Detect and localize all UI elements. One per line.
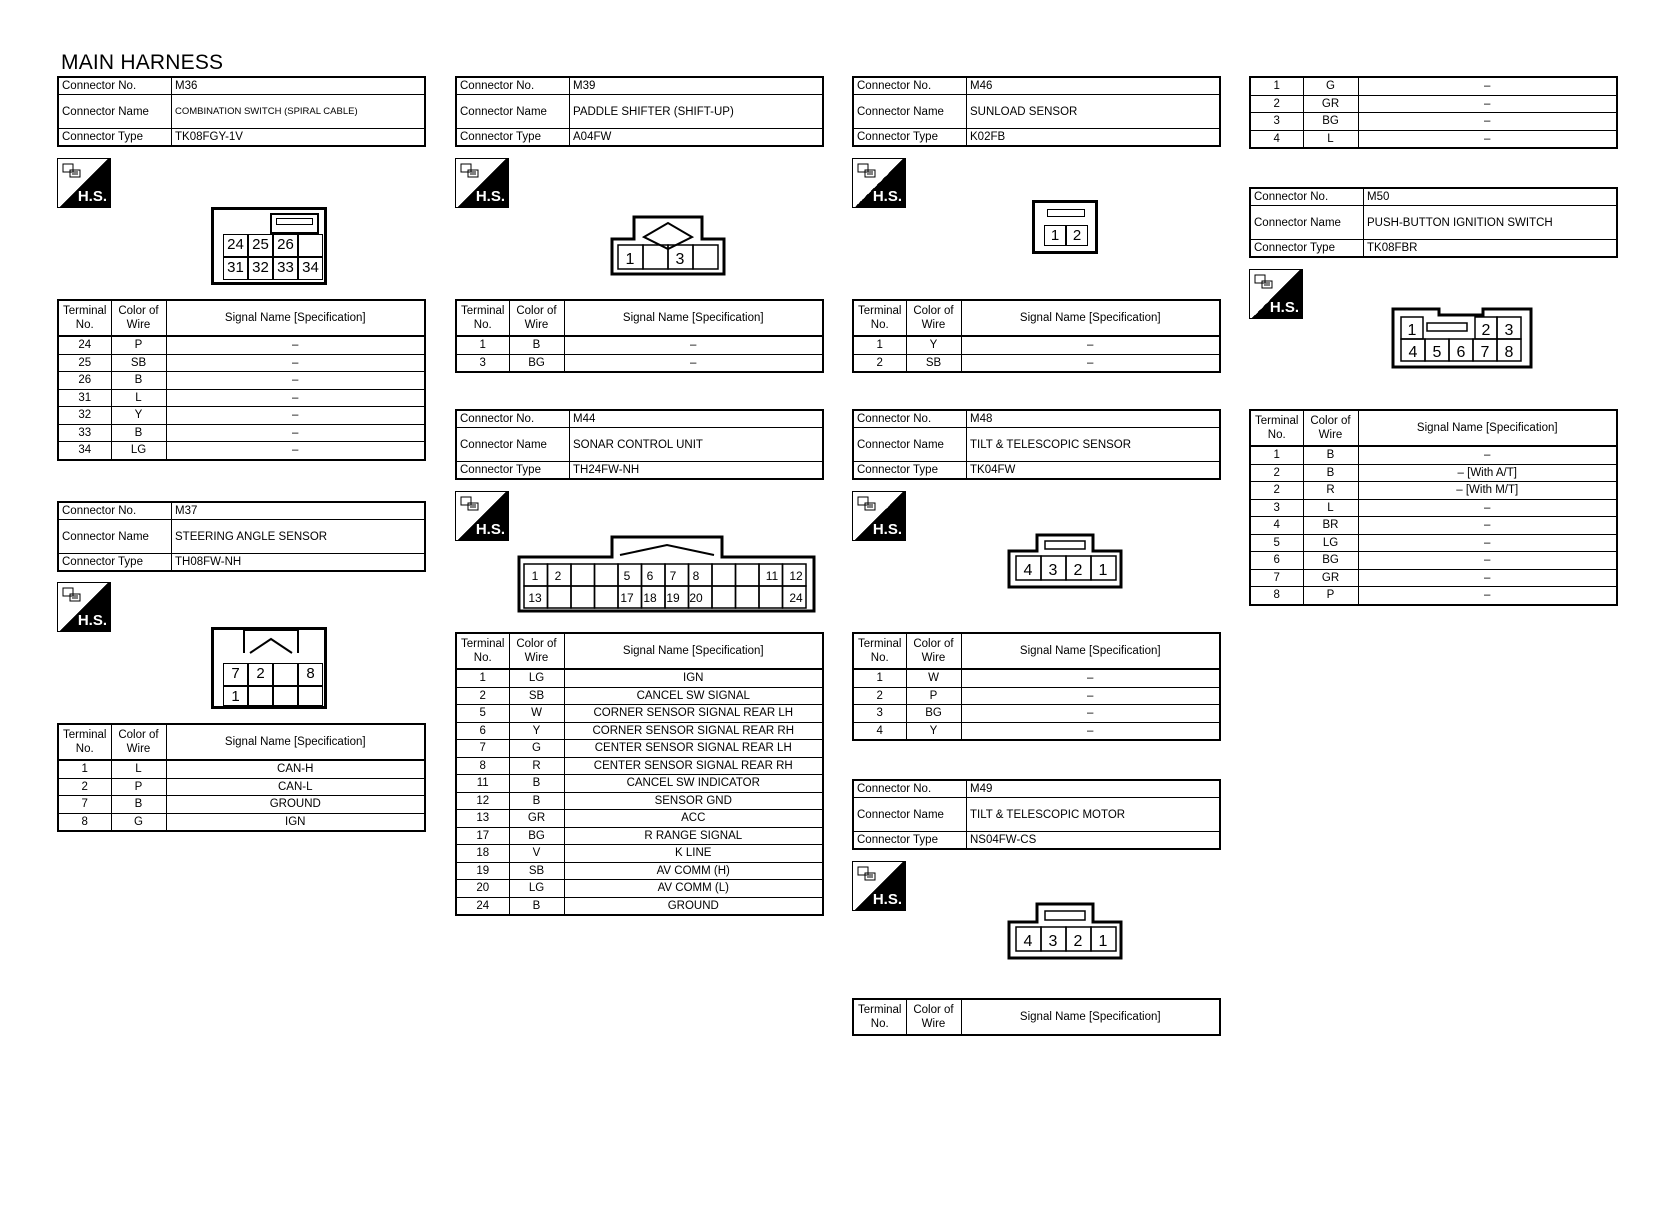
m46-header-table [852, 76, 1221, 147]
harness-side-icon [852, 491, 906, 541]
label-connector-type: Connector Type [58, 129, 172, 147]
table-row: 8 P – [1250, 587, 1617, 605]
pin-cell [298, 234, 323, 257]
m48-header-table [852, 409, 1221, 480]
page-title: MAIN HARNESS [61, 51, 224, 74]
table-row: 12 B SENSOR GND [456, 792, 823, 810]
pin-cell: 31 [223, 257, 248, 280]
label-connector-name: Connector Name [456, 428, 570, 462]
table-row: 2 P – [853, 687, 1220, 705]
table-row: 2 GR – [1250, 95, 1617, 113]
label-connector-no: Connector No. [58, 502, 172, 520]
pin-label: 3 [1504, 322, 1514, 339]
pin-label: 20 [689, 591, 703, 605]
table-row: 8 R CENTER SENSOR SIGNAL REAR RH [456, 757, 823, 775]
m44-connector-no: M44 [570, 410, 824, 428]
m48-terminal-table [852, 632, 1221, 741]
col-terminal: Terminal No. [456, 300, 509, 336]
col-terminal: Terminal No. [1250, 410, 1303, 446]
label-connector-name: Connector Name [456, 95, 570, 129]
col-color: Color of Wire [906, 300, 961, 336]
label-connector-no: Connector No. [58, 77, 172, 95]
col-color: Color of Wire [111, 300, 166, 336]
m49-header-table [852, 779, 1221, 850]
table-row: 26 B – [58, 372, 425, 390]
m50-connector-no: M50 [1364, 188, 1618, 206]
pin-cell: 1 [223, 686, 248, 706]
col-color: Color of Wire [906, 633, 961, 669]
pin-cell [248, 686, 273, 706]
table-row: 7 B GROUND [58, 796, 425, 814]
pin-cell: 7 [223, 663, 248, 686]
label-connector-type: Connector Type [853, 462, 967, 480]
harness-side-icon [852, 861, 906, 911]
hs-label: H.S. [475, 521, 505, 538]
table-row: 6 Y CORNER SENSOR SIGNAL REAR RH [456, 722, 823, 740]
table-row: 3 BG – [853, 705, 1220, 723]
label-connector-name: Connector Name [1250, 206, 1364, 240]
m46-connector-name: SUNLOAD SENSOR [967, 95, 1221, 129]
pin-label: 7 [1480, 344, 1490, 361]
connector-lock [270, 213, 319, 234]
m50-header-table [1249, 187, 1618, 258]
table-row: 2 R – [With M/T] [1250, 482, 1617, 500]
pin-cell: 25 [248, 234, 273, 257]
table-row: 3 BG – [1250, 113, 1617, 131]
m37-connector-diagram [211, 627, 327, 709]
table-row: 13 GR ACC [456, 810, 823, 828]
label-connector-no: Connector No. [853, 410, 967, 428]
table-row: 4 BR – [1250, 517, 1617, 535]
col-signal: Signal Name [Specification] [564, 633, 823, 669]
table-row: 1 Y – [853, 336, 1220, 354]
m37-header-table [57, 501, 426, 572]
table-row: 4 Y – [853, 722, 1220, 740]
m46-terminal-table [852, 299, 1221, 373]
pin-label: 1 [531, 569, 539, 583]
pin-label: 1 [1098, 562, 1108, 579]
m48-connector-diagram [1007, 533, 1123, 589]
label-connector-type: Connector Type [853, 832, 967, 850]
table-row: 6 BG – [1250, 552, 1617, 570]
pin-cell: 2 [1066, 225, 1088, 246]
pin-label: 3 [1048, 933, 1058, 950]
table-row: 1 LG IGN [456, 669, 823, 687]
label-connector-type: Connector Type [456, 129, 570, 147]
table-row: 1 W – [853, 669, 1220, 687]
m49-connector-type: NS04FW-CS [967, 832, 1221, 850]
table-row: 17 BG R RANGE SIGNAL [456, 827, 823, 845]
table-row: 3 L – [1250, 499, 1617, 517]
pin-label: 6 [1456, 344, 1466, 361]
pin-label: 11 [765, 569, 779, 583]
m36-connector-name: COMBINATION SWITCH (SPIRAL CABLE) [172, 95, 426, 129]
m39-terminal-table [455, 299, 824, 373]
pin-label: 18 [643, 591, 657, 605]
hs-label: H.S. [872, 521, 902, 538]
pin-cell: 26 [273, 234, 298, 257]
m46-connector-diagram [1032, 200, 1098, 254]
col-color: Color of Wire [509, 633, 564, 669]
col-signal: Signal Name [Specification] [564, 300, 823, 336]
m49-connector-name: TILT & TELESCOPIC MOTOR [967, 798, 1221, 832]
table-row: 11 B CANCEL SW INDICATOR [456, 775, 823, 793]
pin-cell [273, 663, 298, 686]
harness-side-icon [57, 158, 111, 208]
pin-label: 2 [554, 569, 562, 583]
m49-connector-no: M49 [967, 780, 1221, 798]
m44-terminal-table [455, 632, 824, 916]
label-connector-name: Connector Name [853, 428, 967, 462]
label-connector-type: Connector Type [456, 462, 570, 480]
m36-terminal-table [57, 299, 426, 461]
harness-side-icon [57, 582, 111, 632]
connector-hand-icon [857, 865, 877, 881]
pin-label: 6 [646, 569, 654, 583]
table-row: 1 L CAN-H [58, 760, 425, 778]
table-row: 3 BG – [456, 354, 823, 372]
pin-label: 4 [1023, 933, 1033, 950]
col-signal: Signal Name [Specification] [961, 999, 1220, 1035]
pin-label: 17 [620, 591, 634, 605]
m37-connector-no: M37 [172, 502, 426, 520]
label-connector-name: Connector Name [58, 95, 172, 129]
pin-cell: 34 [298, 257, 323, 280]
col-signal: Signal Name [Specification] [1358, 410, 1617, 446]
label-connector-type: Connector Type [58, 554, 172, 572]
table-row: 18 V K LINE [456, 845, 823, 863]
hs-label: H.S. [872, 891, 902, 908]
hs-label: H.S. [77, 612, 107, 629]
col-signal: Signal Name [Specification] [166, 300, 425, 336]
col-terminal: Terminal No. [456, 633, 509, 669]
pin-label: 3 [1048, 562, 1058, 579]
m48-connector-no: M48 [967, 410, 1221, 428]
pin-cell [298, 686, 323, 706]
m48-connector-type: TK04FW [967, 462, 1221, 480]
pin-label: 3 [675, 251, 685, 268]
harness-side-icon [1249, 269, 1303, 319]
m50-connector-type: TK08FBR [1364, 240, 1618, 258]
pin-label: 7 [669, 569, 677, 583]
m39-connector-name: PADDLE SHIFTER (SHIFT-UP) [570, 95, 824, 129]
label-connector-name: Connector Name [58, 520, 172, 554]
m39-connector-no: M39 [570, 77, 824, 95]
label-connector-name: Connector Name [853, 798, 967, 832]
label-connector-type: Connector Type [1250, 240, 1364, 258]
col-color: Color of Wire [509, 300, 564, 336]
pin-label: 8 [692, 569, 700, 583]
table-row: 32 Y – [58, 407, 425, 425]
table-row: 2 SB CANCEL SW SIGNAL [456, 687, 823, 705]
pin-label: 19 [666, 591, 680, 605]
m50-connector-diagram [1391, 307, 1533, 369]
pin-cell: 24 [223, 234, 248, 257]
col-color: Color of Wire [1303, 410, 1358, 446]
table-row: 1 B – [1250, 446, 1617, 464]
pin-label: 4 [1023, 562, 1033, 579]
col-terminal: Terminal No. [853, 633, 906, 669]
table-row: 2 SB – [853, 354, 1220, 372]
m46-connector-no: M46 [967, 77, 1221, 95]
pin-label: 2 [1481, 322, 1491, 339]
m44-header-table [455, 409, 824, 480]
connector-hand-icon [460, 162, 480, 178]
table-row: 1 G – [1250, 77, 1617, 95]
m49-terminal-table [852, 998, 1221, 1036]
pin-label: 2 [1073, 562, 1083, 579]
table-row: 2 P CAN-L [58, 778, 425, 796]
m48-connector-name: TILT & TELESCOPIC SENSOR [967, 428, 1221, 462]
pin-cell: 1 [1044, 225, 1066, 246]
pin-label: 24 [789, 591, 803, 605]
pin-cell: 33 [273, 257, 298, 280]
m39-header-table [455, 76, 824, 147]
m44-connector-type: TH24FW-NH [570, 462, 824, 480]
col-signal: Signal Name [Specification] [961, 300, 1220, 336]
hs-label: H.S. [1269, 299, 1299, 316]
m36-connector-type: TK08FGY-1V [172, 129, 426, 147]
table-row: 1 B – [456, 336, 823, 354]
table-row: 5 LG – [1250, 534, 1617, 552]
harness-side-icon [455, 491, 509, 541]
label-connector-type: Connector Type [853, 129, 967, 147]
m50-terminal-table [1249, 409, 1618, 606]
table-row: 7 G CENTER SENSOR SIGNAL REAR LH [456, 740, 823, 758]
connector-hand-icon [857, 162, 877, 178]
table-row: 33 B – [58, 424, 425, 442]
table-row: 5 W CORNER SENSOR SIGNAL REAR LH [456, 705, 823, 723]
table-row: 34 LG – [58, 442, 425, 460]
pin-cell: 8 [298, 663, 323, 686]
pin-label: 5 [623, 569, 631, 583]
m36-connector-diagram [211, 207, 327, 285]
pin-label: 8 [1504, 344, 1514, 361]
connector-hand-icon [460, 495, 480, 511]
m46-connector-type: K02FB [967, 129, 1221, 147]
col-signal: Signal Name [Specification] [961, 633, 1220, 669]
pin-label: 5 [1432, 344, 1442, 361]
col-signal: Signal Name [Specification] [166, 724, 425, 760]
col-color: Color of Wire [906, 999, 961, 1035]
m36-header-table [57, 76, 426, 147]
m39-connector-diagram [610, 215, 726, 276]
table-row: 31 L – [58, 389, 425, 407]
m44-connector-name: SONAR CONTROL UNIT [570, 428, 824, 462]
pin-cell: 2 [248, 663, 273, 686]
pin-label: 1 [625, 251, 635, 268]
pin-label: 1 [1098, 933, 1108, 950]
table-row: 25 SB – [58, 354, 425, 372]
col-terminal: Terminal No. [58, 724, 111, 760]
connector-lock [242, 627, 300, 655]
label-connector-name: Connector Name [853, 95, 967, 129]
hs-label: H.S. [475, 188, 505, 205]
m50-connector-name: PUSH-BUTTON IGNITION SWITCH [1364, 206, 1618, 240]
m49-terminal-table-continued [1249, 76, 1618, 149]
connector-hand-icon [62, 162, 82, 178]
m37-connector-name: STEERING ANGLE SENSOR [172, 520, 426, 554]
hs-label: H.S. [77, 188, 107, 205]
connector-lock [1047, 209, 1085, 217]
pin-label: 12 [789, 569, 803, 583]
harness-side-icon [455, 158, 509, 208]
m49-connector-diagram [1007, 902, 1123, 960]
pin-label: 4 [1408, 344, 1418, 361]
pin-cell: 32 [248, 257, 273, 280]
table-row: 24 P – [58, 336, 425, 354]
pin-label: 1 [1407, 322, 1417, 339]
connector-hand-icon [857, 495, 877, 511]
m44-connector-diagram [517, 535, 817, 613]
m37-terminal-table [57, 723, 426, 832]
pin-cell [273, 686, 298, 706]
m36-connector-no: M36 [172, 77, 426, 95]
col-color: Color of Wire [111, 724, 166, 760]
col-terminal: Terminal No. [853, 999, 906, 1035]
label-connector-no: Connector No. [456, 410, 570, 428]
col-terminal: Terminal No. [853, 300, 906, 336]
pin-label: 2 [1073, 933, 1083, 950]
m39-connector-type: A04FW [570, 129, 824, 147]
label-connector-no: Connector No. [853, 77, 967, 95]
label-connector-no: Connector No. [1250, 188, 1364, 206]
table-row: 8 G IGN [58, 813, 425, 831]
table-row: 4 L – [1250, 130, 1617, 148]
table-row: 20 LG AV COMM (L) [456, 880, 823, 898]
hs-label: H.S. [872, 188, 902, 205]
m37-connector-type: TH08FW-NH [172, 554, 426, 572]
pin-label: 13 [528, 591, 542, 605]
table-row: 24 B GROUND [456, 897, 823, 915]
table-row: 2 B – [With A/T] [1250, 464, 1617, 482]
label-connector-no: Connector No. [853, 780, 967, 798]
connector-hand-icon [62, 586, 82, 602]
col-terminal: Terminal No. [58, 300, 111, 336]
table-row: 19 SB AV COMM (H) [456, 862, 823, 880]
label-connector-no: Connector No. [456, 77, 570, 95]
harness-side-icon [852, 158, 906, 208]
connector-hand-icon [1254, 273, 1274, 289]
table-row: 7 GR – [1250, 569, 1617, 587]
